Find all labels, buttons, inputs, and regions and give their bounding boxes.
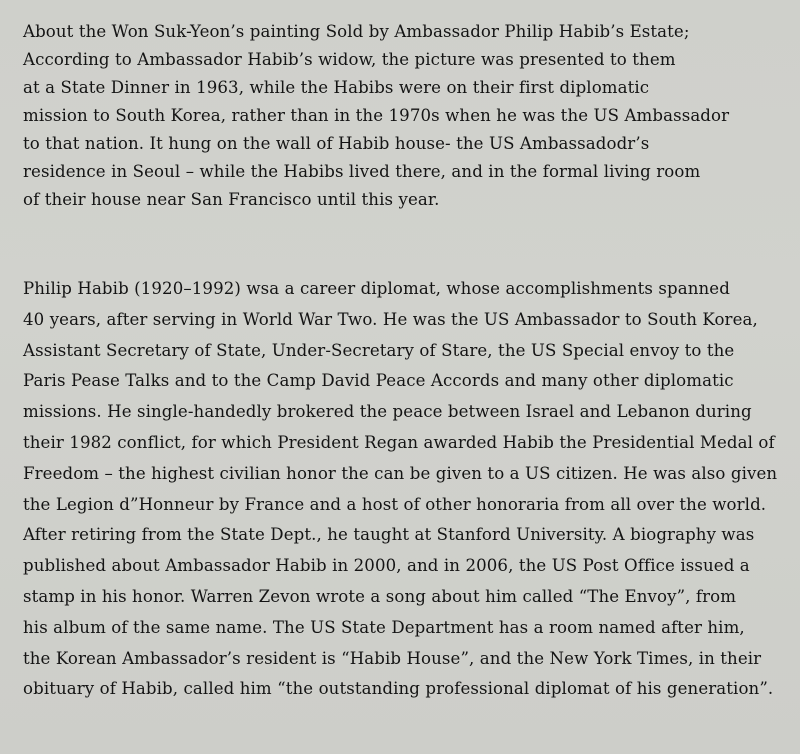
paragraph-painting-provenance [23, 18, 729, 214]
text-line: residence in Seoul – while the Habibs lived there, and in the formal living room [23, 162, 701, 181]
text-line: mission to South Korea, rather than in the 1970s when he was the US Ambassador [23, 106, 730, 125]
text-line: to that nation. It hung on the wall of Habib house- the US Ambassadodr’s [23, 134, 650, 153]
text-line: the Korean Ambassador’s resident is “Habib House”, and the New York Times, in their [23, 648, 762, 668]
text-line: obituary of Habib, called him “the outstanding professional diplomat of his generation”. [23, 679, 774, 699]
paragraph-habib-biography [23, 274, 777, 705]
text-line: their 1982 conflict, for which President Regan awarded Habib the Presidential Medal of [23, 432, 775, 452]
text-line: 40 years, after serving in World War Two. He was the US Ambassador to South Korea, [23, 309, 758, 329]
text-line: his album of the same name. The US State Department has a room named after him, [23, 617, 745, 637]
text-line: missions. He single-handedly brokered the peace between Israel and Lebanon during [23, 402, 752, 422]
text-line: Paris Pease Talks and to the Camp David Peace Accords and many other diplomatic [23, 371, 734, 391]
text-line: of their house near San Francisco until this year. [23, 190, 440, 209]
text-line: Assistant Secretary of State, Under-Secretary of Stare, the US Special envoy to the [23, 340, 735, 360]
text-line: According to Ambassador Habib’s widow, the picture was presented to them [23, 50, 676, 69]
text-line: About the Won Suk-Yeon’s painting Sold by Ambassador Philip Habib’s Estate; [23, 22, 690, 41]
text-line: Philip Habib (1920–1992) wsa a career diplomat, whose accomplishments spanned [23, 279, 730, 298]
text-line: After retiring from the State Dept., he taught at Stanford University. A biography was [23, 525, 755, 545]
text-line: Freedom – the highest civilian honor the can be given to a US citizen. He was also given [23, 463, 778, 483]
text-line: at a State Dinner in 1963, while the Habibs were on their first diplomatic [23, 78, 650, 97]
text-line: the Legion d”Honneur by France and a host of other honoraria from all over the world. [23, 494, 767, 514]
text-line: stamp in his honor. Warren Zevon wrote a song about him called “The Envoy”, from [23, 586, 737, 606]
text-line: published about Ambassador Habib in 2000, and in 2006, the US Post Office issued a [23, 556, 750, 576]
